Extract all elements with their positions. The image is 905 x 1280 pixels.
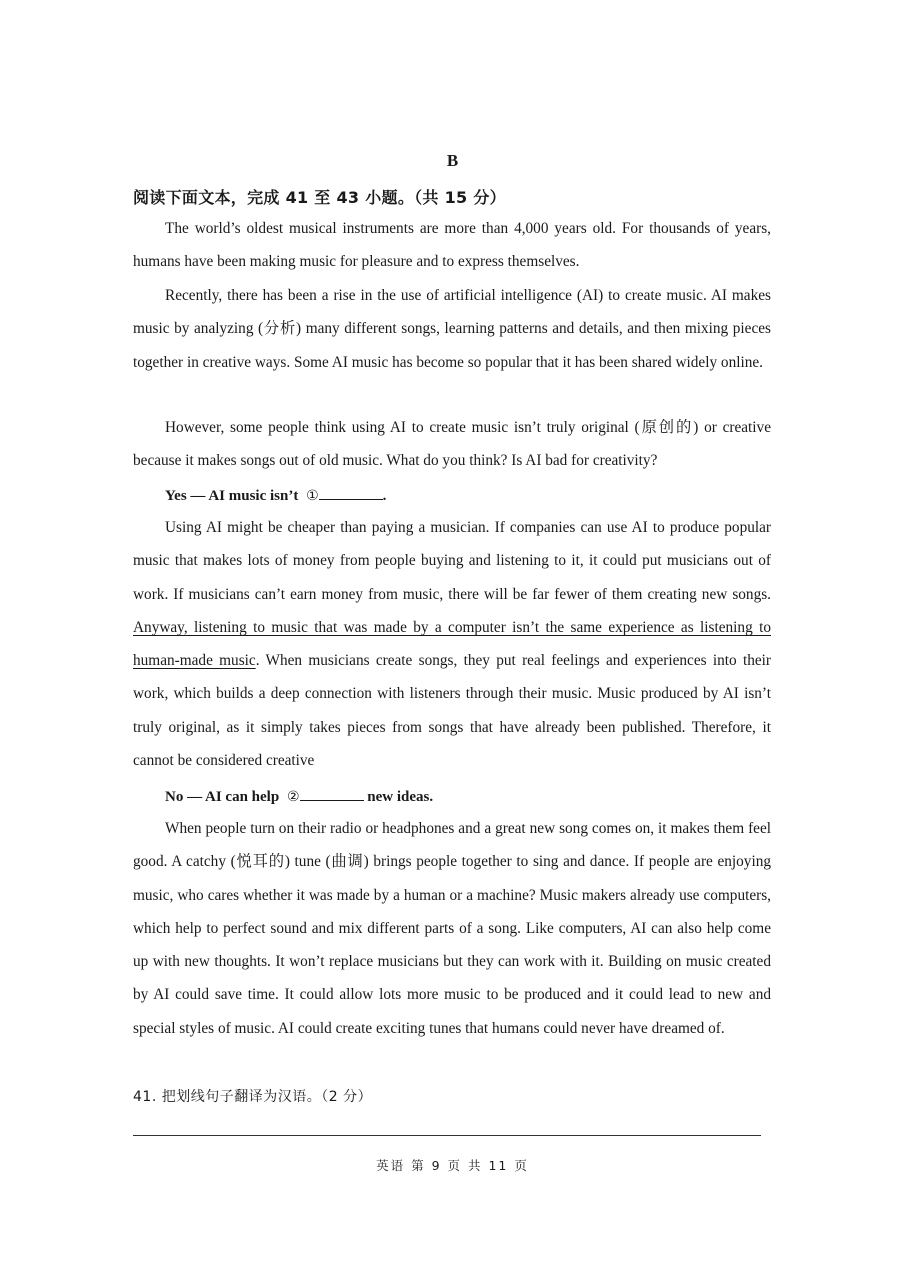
footer-divider bbox=[133, 1135, 761, 1136]
paragraph-4-start: Using AI might be cheaper than paying a musician. If companies can use AI to produce popular music that makes lots of money from people buying and listening to it, it could put musicians out of work. If musicians can’t earn money from music, there will be far fewer of them creating new songs. bbox=[133, 519, 771, 603]
paragraph-4 bbox=[133, 511, 771, 777]
blank-1 bbox=[319, 485, 383, 500]
heading-yes-text: Yes — AI music isn’t bbox=[165, 488, 299, 504]
paragraph-4-end: . When musicians create songs, they put real feelings and experiences into their work, which builds a deep connection with listeners through their music. Music produced by AI isn’t truly original, as it simply takes pieces from songs that have already been published. Therefore, it cannot be considered creative bbox=[133, 652, 772, 770]
page-footer: 英语 第 9 页 共 11 页 bbox=[376, 1158, 529, 1173]
blank-number-2: ② bbox=[286, 789, 300, 805]
section-letter: B bbox=[446, 151, 459, 170]
paragraph-2: Recently, there has been a rise in the use of artificial intelligence (AI) to create music. AI makes music by analyzing (分析) many different songs, learning patterns and details, and then mixing pieces together in creative ways. Some AI music has become so popular that it has been shared widely online. bbox=[133, 287, 771, 371]
paragraph-1: The world’s oldest musical instruments are more than 4,000 years old. For thousands of years, humans have been making music for pleasure and to express themselves. bbox=[133, 220, 771, 271]
blank-2 bbox=[300, 786, 364, 801]
heading-no bbox=[165, 786, 433, 806]
blank-number-1: ① bbox=[306, 488, 319, 504]
heading-no-end: new ideas. bbox=[367, 789, 434, 805]
underlined-sentence: Anyway, listening to music that was made by a computer isn’t the same experience as listening to human-made music bbox=[133, 618, 771, 670]
paragraph-3: However, some people think using AI to create music isn’t truly original (原创的) or creative because it makes songs out of old music. What do you think? Is AI bad for creativity? bbox=[133, 419, 771, 470]
heading-yes bbox=[165, 485, 386, 505]
question-41: 41. 把划线句子翻译为汉语。（2 分） bbox=[133, 1089, 373, 1105]
heading-yes-end: . bbox=[382, 488, 387, 504]
paragraph-5: When people turn on their radio or headphones and a great new song comes on, it makes them feel good. A catchy (悦耳的) tune (曲调) brings people together to sing and dance. If people are enjoying music, who cares whether it was made by a human or a machine? Music makers already use computers, which help to perfect sound and mix different parts of a song. Like computers, AI can also help come up with new thoughts. It won’t replace musicians but they can work with it. Building on music created by AI could save time. It could allow lots more music to be produced and it could lead to new and special styles of music. AI could create exciting tunes that humans could never have dreamed of. bbox=[133, 820, 771, 1037]
reading-instruction: 阅读下面文本，完成 41 至 43 小题。（共 15 分） bbox=[133, 188, 506, 207]
heading-no-text: No — AI can help bbox=[165, 789, 280, 805]
